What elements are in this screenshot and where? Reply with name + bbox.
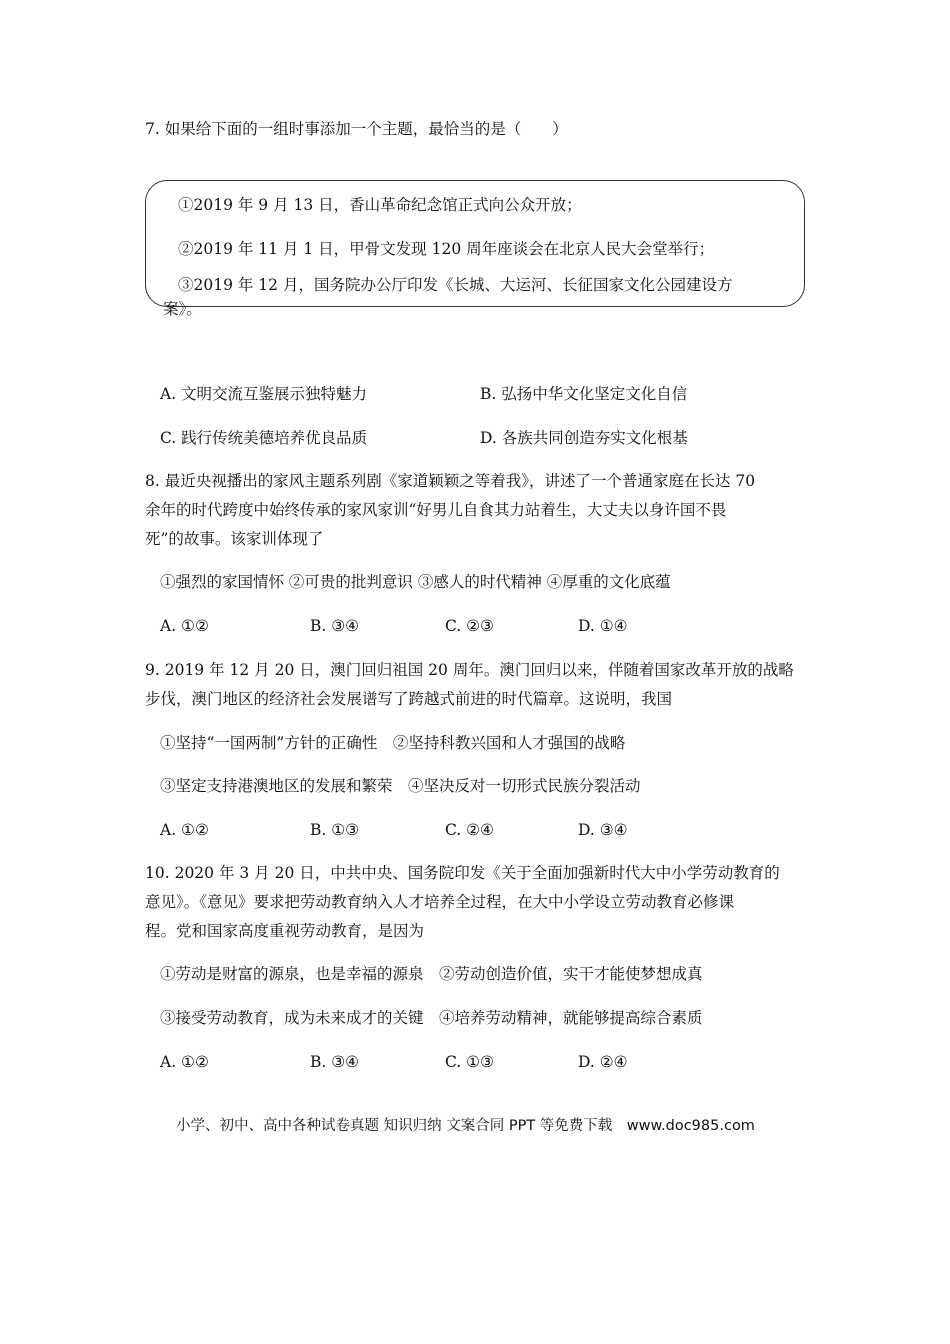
q9-stem-line-1: 9. 2019 年 12 月 20 日，澳门回归祖国 20 周年。澳门回归以来，伴随着国家改革开放的战略 (145, 661, 794, 679)
q10-stem-line-1: 10. 2020 年 3 月 20 日，中共中央、国务院印发《关于全面加强新时代大中小学劳动教育的 (145, 864, 780, 882)
q7-stem: 7. 如果给下面的一组时事添加一个主题，最恰当的是（ ） (145, 120, 568, 138)
q8-stem-line-2: 余年的时代跨度中始终传承的家风家训“好男儿自食其力站着生，大丈夫以身许国不畏 (145, 501, 727, 519)
q10-items-line-1: ①劳动是财富的源泉，也是幸福的源泉 ②劳动创造价值，实干才能使梦想成真 (160, 965, 703, 983)
q9-items-line-1: ①坚持“一国两制”方针的正确性 ②坚持科教兴国和人才强国的战略 (160, 734, 626, 752)
q9-items-line-2: ③坚定支持港澳地区的发展和繁荣 ④坚决反对一切形式民族分裂活动 (160, 777, 641, 795)
q8-items: ①强烈的家国情怀 ②可贵的批判意识 ③感人的时代精神 ④厚重的文化底蕴 (160, 573, 671, 591)
q8-option-b: B. ③④ (310, 617, 360, 635)
q10-option-c: C. ①③ (445, 1053, 494, 1071)
q7-event-3: ③2019 年 12 月，国务院办公厅印发《长城、大运河、长征国家文化公园建设方 (178, 276, 733, 294)
q10-stem-line-3: 程。党和国家高度重视劳动教育，是因为 (145, 922, 425, 940)
q10-option-d: D. ②④ (578, 1053, 628, 1071)
q9-option-c: C. ②④ (445, 821, 494, 839)
q7-event-2: ②2019 年 11 月 1 日，甲骨文发现 120 周年座谈会在北京人民大会堂举行； (178, 240, 715, 258)
q7-option-d: D. 各族共同创造夯实文化根基 (480, 429, 688, 447)
q8-stem-line-3: 死”的故事。该家训体现了 (145, 530, 324, 548)
page-footer: 小学、初中、高中各种试卷真题 知识归纳 文案合同 PPT 等免费下载 www.doc985.com (176, 1118, 755, 1134)
q9-option-b: B. ①③ (310, 821, 360, 839)
q10-option-a: A. ①② (160, 1053, 209, 1071)
q7-event-1: ①2019 年 9 月 13 日，香山革命纪念馆正式向公众开放； (178, 196, 582, 214)
q9-option-a: A. ①② (160, 821, 209, 839)
q7-option-b: B. 弘扬中华文化坚定文化自信 (480, 385, 688, 403)
q9-stem-line-2: 步伐，澳门地区的经济社会发展谱写了跨越式前进的时代篇章。这说明，我国 (145, 690, 673, 708)
q10-items-line-2: ③接受劳动教育，成为未来成才的关键 ④培养劳动精神，就能够提高综合素质 (160, 1009, 703, 1027)
q7-option-a: A. 文明交流互鉴展示独特魅力 (160, 385, 368, 403)
q8-stem-line-1: 8. 最近央视播出的家风主题系列剧《家道颖颖之等着我》，讲述了一个普通家庭在长达 70 (145, 472, 756, 490)
q10-option-b: B. ③④ (310, 1053, 360, 1071)
q7-event-3-cont: 案》。 (163, 300, 202, 318)
q8-option-a: A. ①② (160, 617, 209, 635)
q8-option-d: D. ①④ (578, 617, 628, 635)
q8-option-c: C. ②③ (445, 617, 494, 635)
q7-option-c: C. 践行传统美德培养优良品质 (160, 429, 368, 447)
q9-option-d: D. ③④ (578, 821, 628, 839)
q10-stem-line-2: 意见》。《意见》要求把劳动教育纳入人才培养全过程，在大中小学设立劳动教育必修课 (145, 893, 735, 911)
